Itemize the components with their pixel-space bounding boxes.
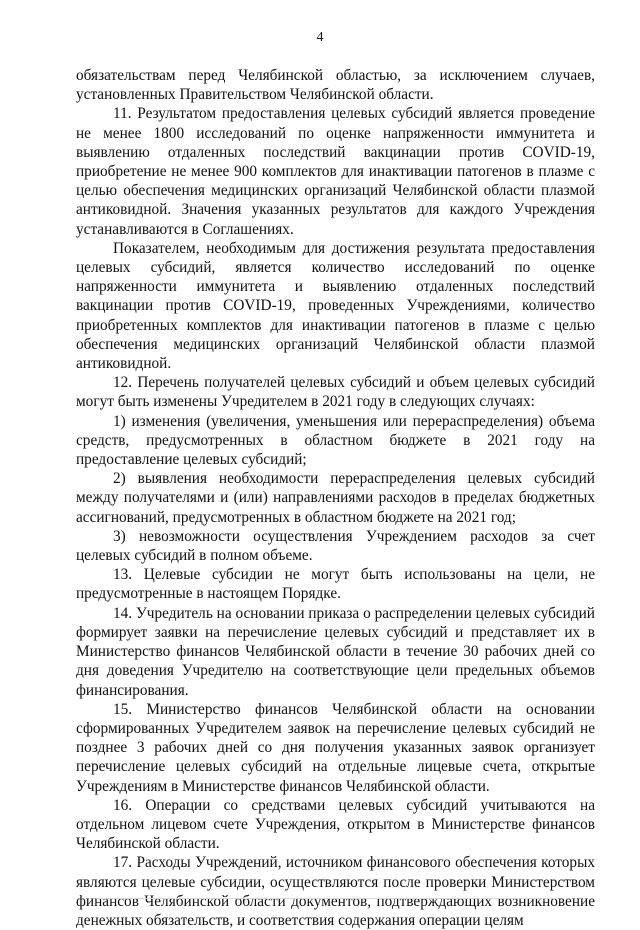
paragraph: 12. Перечень получателей целевых субсидий и объем целевых субсидий могут быть изменены Учредителем в 2021 году в следующих случаях: [76,374,595,411]
paragraph: 1) изменения (увеличения, уменьшения или перераспределения) объема средств, предусмотренных в областном бюджете в 2021 году на предоставление целевых субсидий; [76,412,595,469]
document-body [76,66,595,930]
paragraph: 14. Учредитель на основании приказа о распределении целевых субсидий формирует заявки на перечисление целевых субсидий и представляет их в Министерство финансов Челябинской области в течение 30 рабочих дней со дня доведения Учредителю на соответствующие цели предельных объемов финансирования. [76,604,595,699]
page-number: 4 [316,30,324,45]
paragraph: 16. Операции со средствами целевых субсидий учитываются на отдельном лицевом счете Учреждения, открытом в Министерстве финансов Челябинской области. [76,796,595,853]
footer-rule [96,898,556,899]
paragraph: 3) невозможности осуществления Учреждением расходов за счет целевых субсидий в полном объеме. [76,527,595,565]
paragraph: 2) выявления необходимости перераспределения целевых субсидий между получателями и (или) направлениями расходов в пределах бюджетных ассигнований, предусмотренных в областном бюджете на 2021 год; [76,470,595,526]
paragraph: обязательствам перед Челябинской областью, за исключением случаев, установленных Правительством Челябинской области. [76,67,595,104]
paragraph: 11. Результатом предоставления целевых субсидий является проведение не менее 1800 исследований по оценке напряженности иммунитета и выявлению отдаленных последствий вакцинации против COVID-19, приобретение не менее 900 комплектов для инактивации патогенов в плазме с целью обеспечения медицинских организаций Челябинской области плазмой антиковидной. Значения указанных результатов для каждого Учреждения устанавливаются в Соглашениях. [76,105,595,238]
paragraph: 13. Целевые субсидии не могут быть использованы на цели, не предусмотренные в настоящем Порядке. [76,566,595,603]
paragraph: 17. Расходы Учреждений, источником финансового обеспечения которых являются целевые субсидии, осуществляются после проверки Министерством финансов Челябинской области документов, подтверждающих возникновение денежных обязательств, и соответствия содержания операции целям [76,854,595,929]
paragraph: Показателем, необходимым для достижения результата предоставления целевых субсидий, является количество исследований по оценке напряженности иммунитета и выявлению отдаленных последствий вакцинации против COVID-19, проведенных Учреждениями, количество приобретенных комплектов для инактивации патогенов в плазме с целью обеспечения медицинских организаций Челябинской области плазмой антиковидной. [76,239,595,373]
paragraph: 15. Министерство финансов Челябинской области на основании сформированных Учредителем заявок на перечисление целевых субсидий не позднее 3 рабочих дней со дня получения указанных заявок организует перечисление целевых субсидий на отдельные лицевые счета, открытые Учреждениям в Министерстве финансов Челябинской области. [76,700,595,795]
